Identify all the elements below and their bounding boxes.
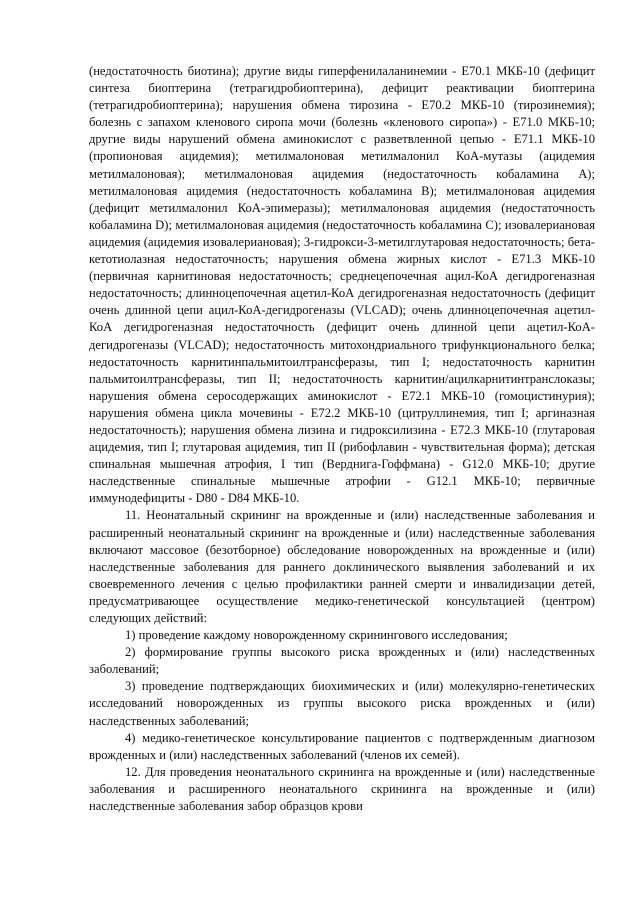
list-item-3: 3) проведение подтверждающих биохимических и (или) молекулярно-генетических исследований новорожденных из группы высокого риска врожденных и (или) наследственных заболеваний; — [89, 679, 595, 728]
list-item-1: 1) проведение каждому новорожденному скринингового исследования; — [125, 628, 508, 643]
paragraph-item-12: 12. Для проведения неонатального скрининга на врожденные и (или) наследственные заболевания и расширенного неонатального скрининга на врожденные и (или) наследственные заболевания забор образцов крови — [89, 764, 595, 814]
document-page — [89, 63, 595, 815]
list-item-2: 2) формирование группы высокого риска врожденных и (или) наследственных заболеваний; — [89, 645, 595, 677]
paragraph-disease-list-continued: (недостаточность биотина); другие виды гиперфенилаланинемии - E70.1 МКБ-10 (дефицит синтеза биоптерина (тетрагидробиоптерина), дефицит реактивации биоптерина (тетрагидробиоптерина); нарушения обмена тирозина - E70.2 МКБ-10 (тирозинемия); болезнь с запахом кленового сиропа мочи (болезнь «кленового сиропа») - E71.0 МКБ-10; другие виды нарушений обмена аминокислот с разветвленной цепью - E71.1 МКБ-10 (пропионовая ацидемия); метилмалоновая метилмалонил КоА-мутазы (ацидемия метилмалоновая); метилмалоновая ацидемия (недостаточность кобаламина A); метилмалоновая ацидемия (недостаточность кобаламина B); метилмалоновая ацидемия (дефицит метилмалонил КоА-эпимеразы); метилмалоновая ацидемия (недостаточность кобаламина D); метилмалоновая ацидемия (недостаточность кобаламина C); изовалериановая ацидемия (ацидемия изовалериановая); 3-гидрокси-3-метилглутаровая недостаточность; бета-кетотиолазная недостаточность; нарушения обмена жирных кислот - E71.3 МКБ-10 (первичная карнитиновая недостаточность; среднецепочечная ацил-КоА дегидрогеназная недостаточность; длинноцепочечная ацетил-КоА дегидрогеназная недостаточность (дефицит очень длинной цепи ацил-КоА-дегидрогеназы (VLCAD); очень длинноцепочечная ацетил-КоА дегидрогеназная недостаточность (дефицит очень длинной цепи ацетил-КоА-дегидрогеназы (VLCAD); недостаточность митохондриального трифункционального белка; недостаточность карнитинпальмитоилтрансферазы, тип I; недостаточность карнитин пальмитоилтрансферазы, тип II; недостаточность карнитин/ацилкарнитинтранслоказы; нарушения обмена серосодержащих аминокислот - E72.1 МКБ-10 (гомоцистинурия); нарушения обмена цикла мочевины - E72.2 МКБ-10 (цитруллинемия, тип I; аргиназная недостаточность); нарушения обмена лизина и гидроксилизина - E72.3 МКБ-10 (глутаровая ацидемия, тип I; глутаровая ацидемия, тип II (рибофлавин - чувствительная форма); детская спинальная мышечная атрофия, I тип (Верднига-Гоффмана) - G12.0 МКБ-10; другие наследственные спинальные мышечные атрофии - G12.1 МКБ-10; первичные иммунодефициты - D80 - D84 МКБ-10. — [89, 64, 595, 506]
paragraph-item-11: 11. Неонатальный скрининг на врожденные и (или) наследственные заболевания и расширенный неонатальный скрининг на врожденные и (или) наследственные заболевания включают массовое (безотборное) обследование новорожденных на врожденные и (или) наследственные заболевания для раннего доклинического выявления заболеваний и их своевременного лечения с целью профилактики ранней смерти и инвалидизации детей, предусматривающее осуществление медико-генетической консультацией (центром) следующих действий: — [89, 508, 595, 625]
list-item-4: 4) медико-генетическое консультирование пациентов с подтвержденным диагнозом врожденных и (или) наследственных заболеваний (членов их семей). — [89, 730, 595, 762]
